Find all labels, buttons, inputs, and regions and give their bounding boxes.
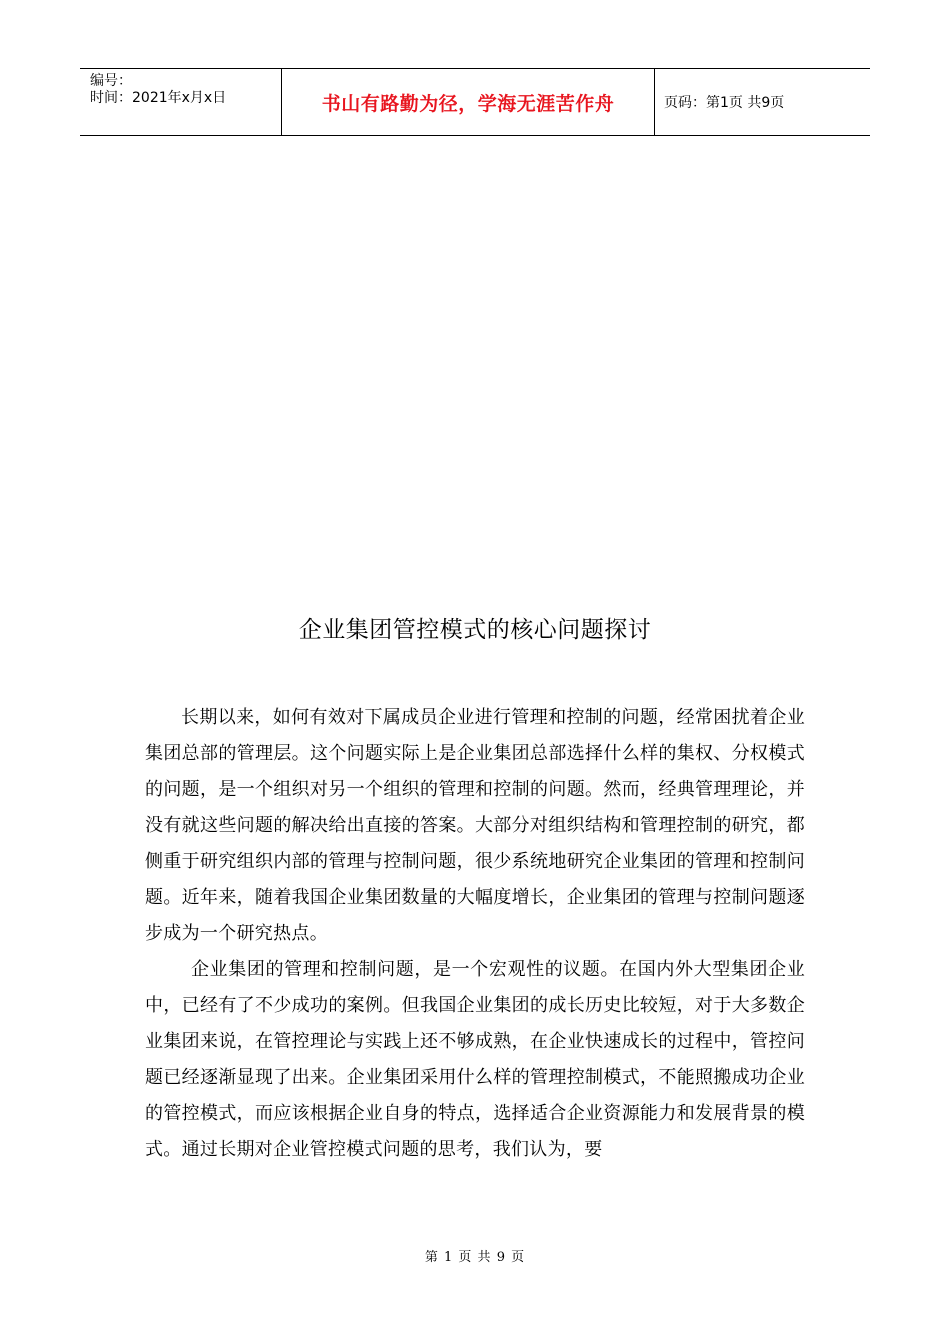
header-info-cell [80, 69, 282, 135]
page-footer: 第 1 页 共 9 页 [424, 1250, 526, 1265]
header-page-cell [655, 69, 870, 135]
document-title: 企业集团管控模式的核心问题探讨 [298, 617, 652, 643]
paragraph-2: 企业集团的管理和控制问题，是一个宏观性的议题。在国内外大型集团企业中，已经有了不少成功的案例。但我国企业集团的成长历史比较短，对于大多数企业集团来说，在管控理论与实践上还不够成熟，在企业快速成长的过程中，管控问题已经逐渐显现了出来。企业集团采用什么样的管理控制模式，不能照搬成功企业的管控模式，而应该根据企业自身的特点，选择适合企业资源能力和发展背景的模式。通过长期对企业管控模式问题的思考，我们认为，要 [145, 959, 805, 1160]
document-header [80, 68, 870, 136]
header-motto-cell [282, 69, 655, 135]
number-label: 编号： [90, 73, 132, 89]
time-label: 时间：2021年x月x日 [90, 90, 227, 106]
paragraph-1: 长期以来，如何有效对下属成员企业进行管理和控制的问题，经常困扰着企业集团总部的管理层。这个问题实际上是企业集团总部选择什么样的集权、分权模式的问题，是一个组织对另一个组织的管理和控制的问题。然而，经典管理理论，并没有就这些问题的解决给出直接的答案。大部分对组织结构和管理控制的研究，都侧重于研究组织内部的管理与控制问题，很少系统地研究企业集团的管理和控制问题。近年来，随着我国企业集团数量的大幅度增长，企业集团的管理与控制问题逐步成为一个研究热点。 [145, 707, 805, 944]
document-body [145, 700, 805, 1168]
motto-text: 书山有路勤为径，学海无涯苦作舟 [321, 92, 615, 115]
header-page-info: 页码：第1页 共9页 [664, 95, 785, 111]
